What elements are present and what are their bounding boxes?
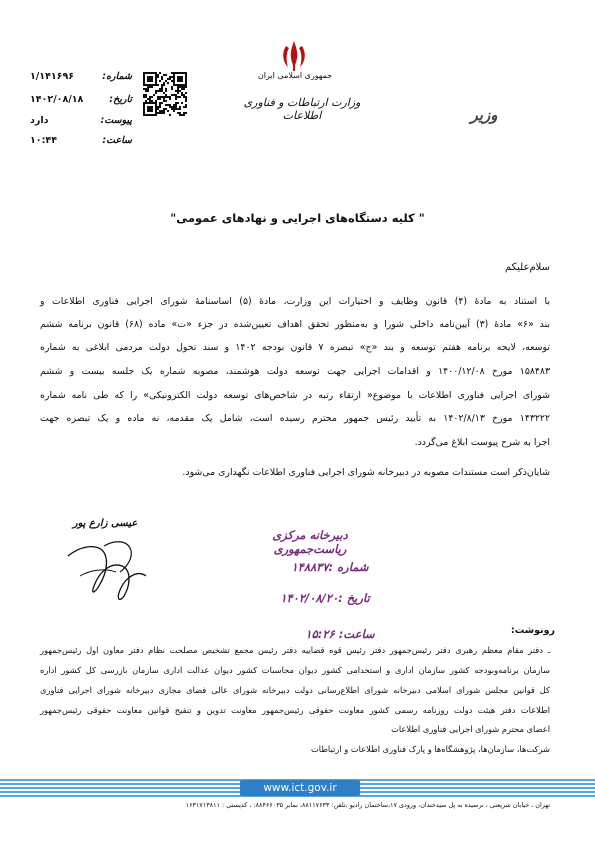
handwritten-signature-icon — [60, 526, 170, 606]
date-value: ۱۴۰۲/۰۸/۱۸ — [30, 94, 84, 105]
body-line: شایان‌ذکر است مستندات مصوبه در دبیرخانه شورای اجرایی فناوری اطلاعات نگهداری می‌شود. — [182, 467, 550, 478]
meta-date — [30, 94, 130, 110]
body-line: توسعه، لایحه برنامه هفتم توسعه و بند «ج» تبصره ۷ قانون بودجه ۱۴۰۲ و سند تحول دولت مردمی ابلاغی به شماره — [40, 342, 550, 353]
greeting: سلام‌علیکم — [504, 262, 550, 273]
number-label: شماره: — [102, 71, 132, 82]
body-line: بند «۶» مادۀ (۳) آیین‌نامه داخلی شورا و به‌منظور تحقق اهداف تعیین‌شده در جزء «ت» ماده (۶۸) قانون برنامه ششم — [40, 319, 551, 330]
stamp-date: تاریخ :۱۴۰۲/۰۸/۲۰ — [280, 591, 370, 605]
body-line: اجرا به شرح پیوست ابلاغ می‌گردد. — [414, 437, 550, 448]
signer-name: عیسی زارع پور — [72, 518, 138, 529]
footer-address: تهران ، خیابان شریعتی ، نرسیده به پل سیدخندان، ورودی ۱۷،ساختمان رادیو ،تلفن: ۸۸۱۱۷۶۳۳، نمابر ۸۸۴۶۶۰۳۵: ، کدپستی : ۱۶۳۱۷۱۳۸۱۱ — [185, 801, 550, 809]
time-label: ساعت: — [102, 135, 132, 146]
number-value: ۱/۱۴۱۶۹۶ — [30, 71, 75, 82]
qr-code-icon — [143, 72, 187, 116]
cc-line: ـ دفتر مقام معظم رهبری دفتر رئیس‌جمهور دفتر رئیس قوه قضاییه دفتر رئیس مجمع تشخیص مصلحت نظام دفتر معاون اول رئیس‌جمهور — [40, 645, 550, 655]
cc-line: اطلاعات دفتر هیئت دولت روزنامه رسمی کشور معاونت حقوقی رئیس‌جمهور معاونت تدوین و تنقیح قوانین معاونت حقوقی رئیس‌جمهور — [40, 705, 550, 715]
date-label: تاریخ: — [109, 94, 132, 105]
cc-line: کل قوانین مجلس شورای اسلامی دبیرخانه شورای اطلاع‌رسانی دولت دبیرخانه شورای عالی فضای مجازی دبیرخانه شورای اجرایی فناوری — [40, 685, 550, 695]
stamp-time: ساعت: ۱۵:۲۶ — [305, 627, 375, 641]
body-line: شورای اجرایی فناوری اطلاعات با موضوع« ارتقاء رتبه در شاخص‌های توسعه دولت الکترونیکی» را که طی نامه شماره — [40, 390, 550, 401]
body-line: ۱۴۳۲۲۲ مورخ ۱۴۰۲/۸/۱۳ به تأیید رئیس جمهور محترم رسیده است، شامل یک مقدمه، نه ماده و یک تبصره جهت — [40, 413, 550, 424]
meta-attachment — [30, 115, 130, 131]
website-link[interactable]: www.ict.gov.ir — [240, 780, 360, 796]
body-line: با استناد به مادۀ (۴) قانون وظایف و اختیارات این وزارت، مادۀ (۵) اساسنامۀ شورای اجرایی فناوری اطلاعات و — [40, 296, 551, 307]
recipient-heading: " کلیه دستگاه‌های اجرایی و نهادهای عمومی" — [170, 211, 425, 225]
cc-line: سازمان برنامه‌وبودجه کشور سازمان اداری و استخدامی کشور دیوان محاسبات کشور دیوان عدالت اداری سازمان بازرسی کل کشور اداره — [40, 665, 550, 675]
attachment-label: پیوست: — [100, 115, 132, 126]
cc-line: شرکت‌ها، سازمان‌ها، پژوهشگاه‌ها و پارک فناوری اطلاعات و ارتباطات — [310, 744, 550, 754]
meta-number — [30, 71, 130, 87]
minister-title: وزیر — [470, 106, 498, 124]
time-value: ۱۰:۴۴ — [30, 135, 57, 146]
meta-time — [30, 135, 130, 151]
body-line: ۱۵۸۴۸۳ مورخ ۱۴۰۰/۱۲/۰۸ و اقدامات اجرایی جهت توسعه دولت هوشمند، مصوبه شماره یک جلسه بیست و ششم — [40, 366, 550, 377]
stamp-title: دبیرخانه مرکزی ریاست‌جمهوری — [272, 528, 348, 556]
ministry-name: وزارت ارتباطات و فناوری اطلاعات — [243, 96, 361, 122]
stamp-number: شماره :۱۴۸۸۳۷ — [291, 560, 369, 574]
cc-label: رونوشت: — [510, 625, 555, 636]
iran-emblem-icon — [279, 38, 309, 72]
ministry-country-line: جمهوری اسلامی ایران — [257, 71, 333, 80]
attachment-value: دارد — [30, 115, 49, 126]
cc-line: اعضای محترم شورای اجرایی فناوری اطلاعات — [391, 724, 550, 734]
